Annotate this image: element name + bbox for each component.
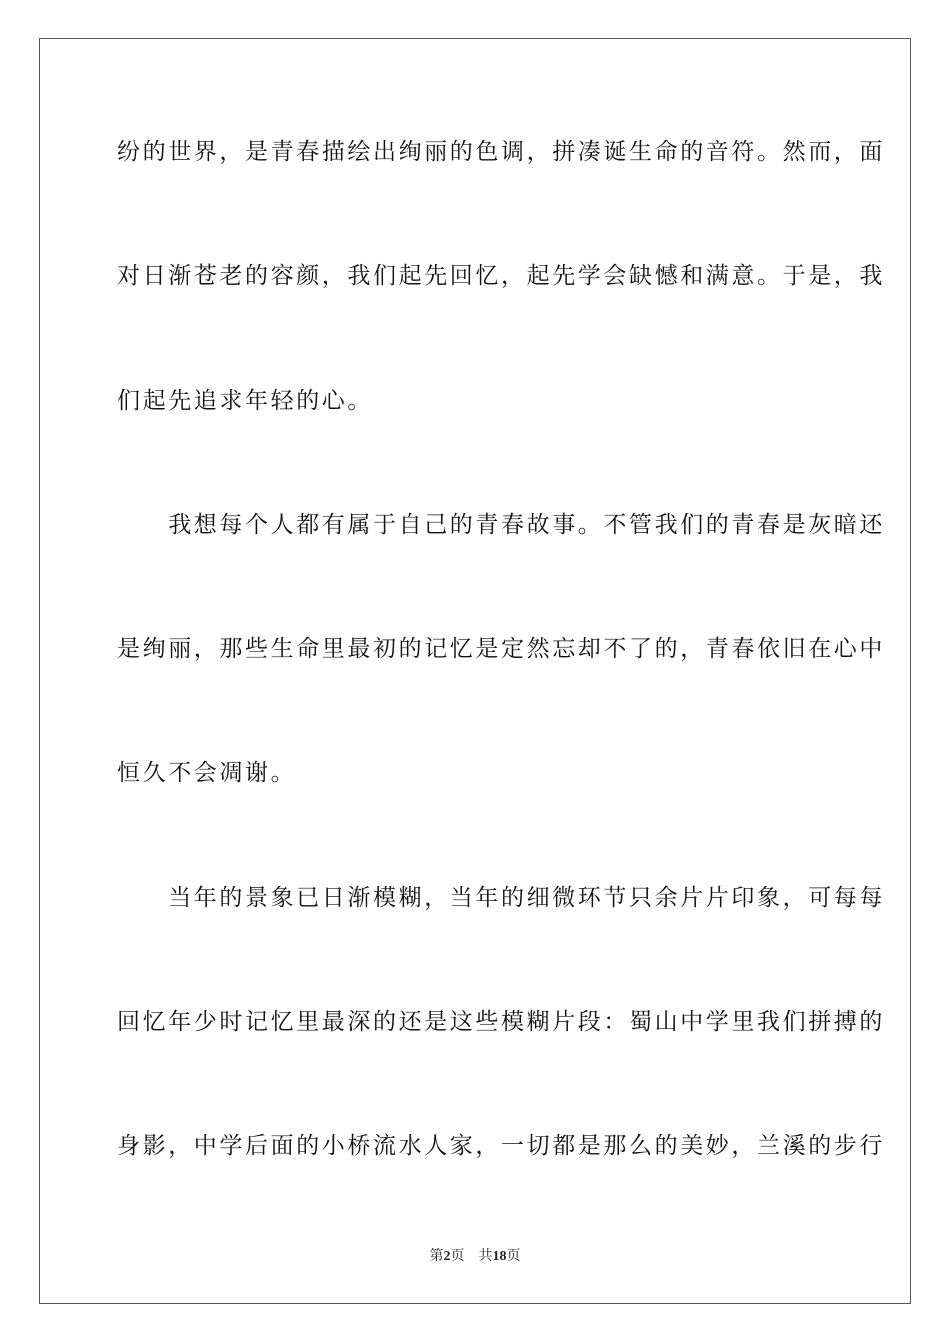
text-line-9: 身影，中学后面的小桥流水人家，一切都是那么的美妙，兰溪的步行 (117, 1133, 885, 1159)
text-line-6: 恒久不会凋谢。 (117, 760, 297, 786)
text-line-7: 当年的景象已日渐模糊，当年的细微环节只余片片印象，可每每 (117, 885, 885, 911)
page-prefix: 第 (429, 1249, 444, 1264)
page-suffix: 页 (506, 1249, 521, 1264)
text-line-4: 我想每个人都有属于自己的青春故事。不管我们的青春是灰暗还 (117, 512, 885, 538)
page-total: 18 (492, 1249, 507, 1264)
text-line-3: 们起先追求年轻的心。 (117, 388, 373, 414)
text-line-2: 对日渐苍老的容颜，我们起先回忆，起先学会缺憾和满意。于是，我 (117, 263, 885, 289)
page-current: 2 (443, 1249, 451, 1264)
page-footer (0, 1248, 950, 1266)
page-border (39, 38, 911, 1304)
text-line-8: 回忆年少时记忆里最深的还是这些模糊片段：蜀山中学里我们拼搏的 (117, 1009, 885, 1035)
text-line-1: 纷的世界，是青春描绘出绚丽的色调，拼凑诞生命的音符。然而，面 (117, 139, 885, 165)
text-line-5: 是绚丽，那些生命里最初的记忆是定然忘却不了的，青春依旧在心中 (117, 636, 885, 662)
page-mid: 页 共 (450, 1249, 493, 1264)
